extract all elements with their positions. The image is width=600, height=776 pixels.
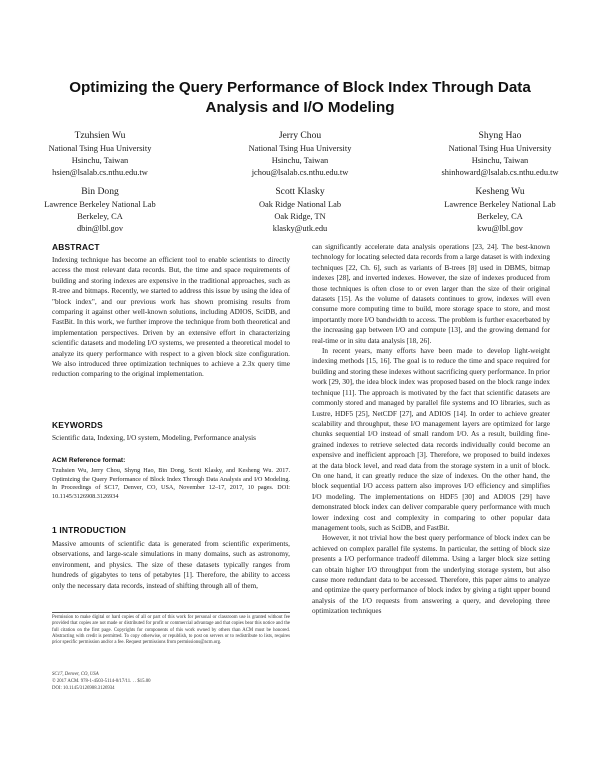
- author-block: [400, 130, 600, 179]
- author-affiliation: National Tsing Hua University: [448, 144, 552, 153]
- abstract-heading: ABSTRACT: [52, 242, 100, 252]
- author-name: Tzuhsien Wu: [74, 130, 126, 141]
- acm-reference-heading: ACM Reference format:: [52, 457, 126, 464]
- introduction-text: Massive amounts of scientific data is generated from scientific experiments, observations, and large-scale simulations in many domains, such as astronomy, environment, and physics. The size of these datasets typically ranges from hundreds of gigabytes to tens of petabytes [1]. Therefore, the ability to access only the necessary data records, instead of shifting through all of them,: [52, 540, 290, 590]
- author-block: [400, 186, 600, 235]
- author-affiliation: Lawrence Berkeley National Lab: [444, 200, 556, 209]
- author-location: Hsinchu, Taiwan: [271, 156, 329, 165]
- author-name: Scott Klasky: [275, 186, 325, 197]
- author-email: kwu@lbl.gov: [477, 224, 523, 233]
- author-location: Berkeley, CA: [77, 212, 123, 221]
- author-email: shinhoward@lsalab.cs.nthu.edu.tw: [441, 168, 559, 177]
- paragraph: However, it not trivial how the best query performance of block index can be achieved on complex parallel file systems. In particular, the setting of block size presents a I/O performance tradeoff dilemma. Using a larger block size setting can obtain higher I/O throughput from the underlying storage system, but also cause more redundant data to be accessed. Therefore, this paper aims to analyze and optimize the query performance of block index by giving a tight upper bound analysis of the I/O requests from answering a query, and developing three optimization techniques: [312, 534, 550, 616]
- author-affiliation: Oak Ridge National Lab: [258, 200, 342, 209]
- author-location: Oak Ridge, TN: [274, 212, 326, 221]
- introduction-heading: 1 INTRODUCTION: [52, 525, 126, 535]
- author-name: Kesheng Wu: [475, 186, 525, 197]
- author-email: hsien@lsalab.cs.nthu.edu.tw: [52, 168, 148, 177]
- author-name: Shyng Hao: [478, 130, 522, 141]
- author-affiliation: National Tsing Hua University: [248, 144, 352, 153]
- author-name: Bin Dong: [81, 186, 119, 197]
- acm-reference-text: Tzuhsien Wu, Jerry Chou, Shyng Hao, Bin Dong, Scott Klasky, and Kesheng Wu. 2017. Optimizing the Query Performance of Block Index Through Data Analysis and I/O Modeling. In Proceedings of SC17, Denver, CO, USA, November 12–17, 2017, 10 pages. DOI: 10.1145/3126908.3126934: [52, 467, 290, 500]
- author-affiliation: National Tsing Hua University: [48, 144, 152, 153]
- author-email: klasky@utk.edu: [272, 224, 328, 233]
- keywords-heading: KEYWORDS: [52, 420, 103, 430]
- abstract-text: Indexing technique has become an efficient tool to enable scientists to directly access the most relevant data records. But, the time and space requirements of building and storing indexes are expensive in the traditional approaches, such as R-tree and bitmaps. Recently, we started to address this issue by using the idea of "block index", and our previous work has shown promising results from comparing it against other well-known solutions, including ADIOS, SciDB, and FastBit. In this work, we further improve the technique from both theoretical and implementation perspectives. Driven by an extensive effort in characterizing scientific datasets and modeling I/O systems, we presented a theoretical model to analyze its query performance with respect to a given block size configuration. We also introduced three optimization techniques to achieve a 2.3x query time reduction comparing to the original implementation.: [52, 256, 290, 379]
- keywords-text: Scientific data, Indexing, I/O system, Modeling, Performance analysis: [52, 434, 256, 442]
- copyright-line: © 2017 ACM. 978-1-4503-5114-0/17/11. . . $15.00: [52, 679, 151, 684]
- footnote-divider: [52, 612, 290, 613]
- paper-title: Optimizing the Query Performance of Block Index Through Data Analysis and I/O Modeling: [69, 79, 531, 116]
- doi-line: DOI: 10.1145/3126908.3126934: [52, 686, 115, 691]
- author-block: [200, 186, 400, 235]
- paragraph: In recent years, many efforts have been made to develop light-weight indexing methods [15, 16]. The goal is to reduce the time and space required for building and storing these indexes without sacrificing query performance. In prior work [29, 30], the idea block index was proposed based on the block range index technique [11]. The approach is motivated by the fact that scientific datasets are commonly stored and managed by parallel file systems and IO libraries, such as Lustre, HDF5 [25], NetCDF [27], and ADIOS [14]. In order to achieve greater scalability and throughput, these I/O management layers are optimized for large chunks sequential I/O instead of small random I/O. As a result, building fine-grained indexes to retrieve selected data records individually could become an expensive and inefficient approach [3]. Therefore, we proposed to build indexes at the data block level, and read data from the storage system in a unit of block. On one hand, it can greatly reduce the size of indexes. On the other hand, the block sequential I/O access pattern also improves I/O efficiency and simplifies I/O modeling. The implementations on HDF5 [30] and ADIOS [29] have demonstrated block index can deliver comparable query performance with much lower indexing cost and complexity in comparing to other popular data management tools, such as SciDB, and FastBit.: [312, 347, 550, 532]
- author-block: [0, 130, 200, 179]
- conference-venue: SC17, Denver, CO, USA: [52, 672, 99, 677]
- permission-notice: Permission to make digital or hard copies of all or part of this work for personal or classroom use is granted without fee provided that copies are not made or distributed for profit or commercial advantage and that copies bear this notice and the full citation on the first page. Copyrights for components of this work owned by others than ACM must be honored. Abstracting with credit is permitted. To copy otherwise, or republish, to post on servers or to redistribute to lists, requires prior specific permission and/or a fee. Request permissions from permissions@acm.org.: [52, 615, 290, 646]
- author-location: Hsinchu, Taiwan: [471, 156, 529, 165]
- author-affiliation: Lawrence Berkeley National Lab: [44, 200, 156, 209]
- author-email: jchou@lsalab.cs.nthu.edu.tw: [251, 168, 349, 177]
- author-block: [200, 130, 400, 179]
- author-location: Berkeley, CA: [477, 212, 523, 221]
- author-block: [0, 186, 200, 235]
- author-location: Hsinchu, Taiwan: [71, 156, 129, 165]
- paragraph: can significantly accelerate data analysis operations [23, 24]. The best-known technology for locating selected data records from a large dataset is with indexing techniques [22, Ch. 6], such as variants of B-trees [8] used in DBMS, bitmap indexes [28], and inverted indexes. However, the size of indexes produced from those techniques is often close to or even larger than the size of their original datasets [15]. As the volume of datasets continues to grow, indexes will even consume more computing time to build, more storage space to store, and most importantly more I/O bandwidth to access. The problem is further exacerbated by the increasing gap between I/O and compute [13], and the growing demand for real-time or in situ data analysis [18, 26].: [312, 243, 550, 345]
- body-column-right: [312, 242, 550, 617]
- author-email: dbin@lbl.gov: [76, 224, 124, 233]
- author-name: Jerry Chou: [278, 130, 322, 141]
